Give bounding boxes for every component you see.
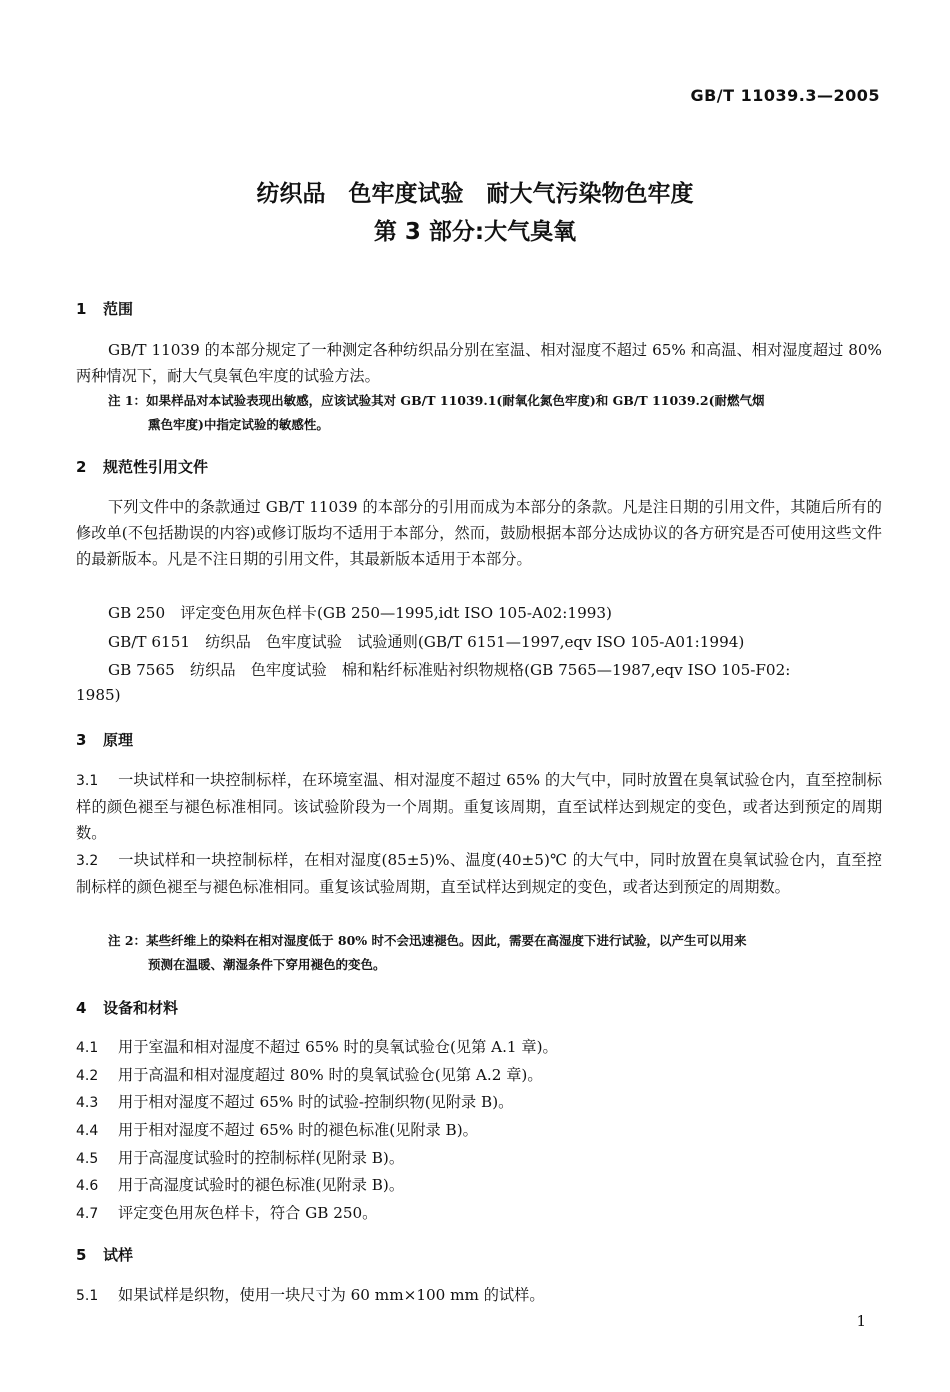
clause-number: 3.2 <box>76 853 99 869</box>
section-title: 原理 <box>103 731 134 749</box>
section-3-heading <box>76 729 133 750</box>
section-title: 范围 <box>103 300 134 318</box>
item-text: 用于室温和相对湿度不超过 65% 时的臭氧试验仓(见第 A.1 章)。 <box>118 1038 558 1056</box>
document-subtitle: 第 3 部分:大气臭氧 <box>373 219 577 245</box>
reference-gb7565-continued: 1985) <box>76 686 121 704</box>
reference-gbt6151: GB/T 6151 纺织品 色牢度试验 试验通则(GB/T 6151—1997,eqv ISO 105-A01:1994) <box>108 633 745 651</box>
item-4-7 <box>76 1202 377 1223</box>
item-4-1 <box>76 1036 558 1057</box>
item-4-5 <box>76 1147 404 1168</box>
reference-gb250: GB 250 评定变色用灰色样卡(GB 250—1995,idt ISO 105-A02:1993) <box>108 604 612 622</box>
item-number: 4.7 <box>76 1206 99 1222</box>
reference-gb7565: GB 7565 纺织品 色牢度试验 棉和粘纤标准贴衬织物规格(GB 7565—1987,eqv ISO 105-F02: <box>108 661 791 679</box>
item-number: 4.6 <box>76 1178 99 1194</box>
clause-5-1 <box>76 1284 545 1305</box>
section-title: 设备和材料 <box>103 999 179 1017</box>
section-1-heading <box>76 298 133 319</box>
section-1-paragraph: GB/T 11039 的本部分规定了一种测定各种纺织品分别在室温、相对湿度不超过 65% 和高温、相对湿度超过 80% 两种情况下，耐大气臭氧色牢度的试验方法。 <box>76 341 882 385</box>
note-text-continued: 预测在温暖、潮湿条件下穿用褪色的变色。 <box>148 957 386 972</box>
item-text: 用于相对湿度不超过 65% 时的褪色标准(见附录 B)。 <box>118 1121 478 1139</box>
note-text-continued: 熏色牢度)中指定试验的敏感性。 <box>148 417 329 432</box>
item-text: 用于高温和相对湿度超过 80% 时的臭氧试验仓(见第 A.2 章)。 <box>118 1066 543 1084</box>
note-text: 如果样品对本试验表现出敏感，应该试验其对 GB/T 11039.1(耐氧化氮色牢度)和 GB/T 11039.2(耐燃气烟 <box>146 393 765 408</box>
clause-3-2 <box>76 847 882 900</box>
clause-3-1 <box>76 767 882 846</box>
item-number: 4.5 <box>76 1151 99 1167</box>
item-number: 4.2 <box>76 1068 99 1084</box>
clause-number: 3.1 <box>76 773 99 789</box>
item-4-3 <box>76 1091 513 1112</box>
clause-text: 一块试样和一块控制标样，在相对湿度(85±5)%、温度(40±5)℃ 的大气中，同时放置在臭氧试验仓内，直至控制标样的颜色褪至与褪色标准相同。重复该试验周期，直至试样达到规定的变色，或者达到预定的周期数。 <box>76 851 882 896</box>
item-text: 用于高湿度试验时的褪色标准(见附录 B)。 <box>118 1176 405 1194</box>
clause-text: 一块试样和一块控制标样，在环境室温、相对湿度不超过 65% 的大气中，同时放置在臭氧试验仓内，直至控制标样的颜色褪至与褪色标准相同。该试验阶段为一个周期。重复该周期，直至试样达到规定的变色，或者达到预定的周期数。 <box>76 771 882 842</box>
item-text: 评定变色用灰色样卡，符合 GB 250。 <box>118 1204 378 1222</box>
section-number: 4 <box>76 999 87 1017</box>
section-5-heading <box>76 1244 133 1265</box>
item-number: 4.1 <box>76 1040 99 1056</box>
item-4-2 <box>76 1064 543 1085</box>
document-title: 纺织品 色牢度试验 耐大气污染物色牢度 <box>256 181 694 207</box>
item-number: 4.4 <box>76 1123 99 1139</box>
page-number: 1 <box>856 1312 866 1330</box>
section-title: 试样 <box>103 1246 134 1264</box>
section-number: 5 <box>76 1246 87 1264</box>
item-text: 用于高湿度试验时的控制标样(见附录 B)。 <box>118 1149 405 1167</box>
item-text: 用于相对湿度不超过 65% 时的试验-控制织物(见附录 B)。 <box>118 1093 514 1111</box>
item-number: 4.3 <box>76 1095 99 1111</box>
section-number: 2 <box>76 458 87 476</box>
section-2-paragraph: 下列文件中的条款通过 GB/T 11039 的本部分的引用而成为本部分的条款。凡是注日期的引用文件，其随后所有的修改单(不包括勘误的内容)或修订版均不适用于本部分，然而，鼓励根据本部分达成协议的各方研究是否可使用这些文件的最新版本。凡是不注日期的引用文件，其最新版本适用于本部分。 <box>76 498 882 568</box>
note-label: 注 2： <box>108 933 147 948</box>
note-2 <box>108 929 882 977</box>
section-number: 3 <box>76 731 87 749</box>
item-4-4 <box>76 1119 478 1140</box>
note-label: 注 1： <box>108 393 147 408</box>
clause-number: 5.1 <box>76 1288 99 1304</box>
section-number: 1 <box>76 300 87 318</box>
item-4-6 <box>76 1174 404 1195</box>
note-text: 某些纤维上的染料在相对湿度低于 80% 时不会迅速褪色。因此，需要在高湿度下进行试验，以产生可以用来 <box>146 933 747 948</box>
clause-text: 如果试样是织物，使用一块尺寸为 60 mm×100 mm 的试样。 <box>118 1286 545 1304</box>
section-2-heading <box>76 456 208 477</box>
section-title: 规范性引用文件 <box>103 458 209 476</box>
standard-number: GB/T 11039.3—2005 <box>690 86 880 105</box>
note-1 <box>108 389 882 437</box>
section-4-heading <box>76 997 178 1018</box>
